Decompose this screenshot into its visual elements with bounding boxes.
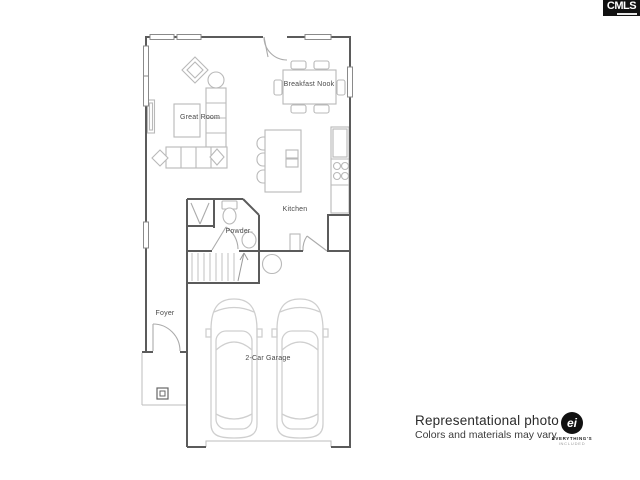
- patio-door: [264, 37, 287, 60]
- ei-text-top: EVERYTHING'S: [551, 436, 593, 441]
- great-room-furniture: [148, 57, 228, 168]
- cmls-logo-subbar: [617, 13, 637, 15]
- everythings-included-logo: [549, 412, 595, 446]
- kitchen-island: [265, 130, 301, 192]
- cars: [206, 299, 328, 438]
- car-left: [206, 299, 262, 438]
- kitchen-counter: [331, 127, 349, 213]
- label-kitchen: Kitchen: [282, 206, 308, 213]
- garage-entry-door: [303, 236, 327, 251]
- window: [150, 35, 174, 40]
- window: [348, 67, 353, 97]
- water-heater: [263, 255, 282, 274]
- porch: [142, 353, 331, 447]
- label-breakfast-nook: Breakfast Nook: [283, 81, 335, 88]
- front-door: [153, 324, 180, 351]
- cmls-logo: [603, 0, 640, 16]
- closet-doors: [191, 203, 209, 224]
- window: [144, 222, 149, 248]
- window: [144, 76, 149, 106]
- label-foyer: Foyer: [155, 310, 175, 317]
- round-chair: [208, 72, 224, 88]
- furniture-layer: [148, 57, 350, 274]
- ei-text-bottom: INCLUDED: [558, 441, 586, 446]
- accent-table: [182, 57, 208, 83]
- window: [144, 46, 149, 76]
- garage-door: [206, 441, 331, 447]
- disclaimer-line1: Representational photo: [415, 413, 560, 428]
- car-right: [272, 299, 328, 438]
- walls-mud-nook: [327, 215, 350, 251]
- stair-direction-arrow: [238, 253, 248, 281]
- cmls-logo-text: CMLS: [606, 0, 637, 12]
- window: [177, 35, 201, 40]
- toilet-bowl: [223, 208, 236, 224]
- porch-post: [157, 388, 168, 399]
- staircase: [192, 253, 248, 281]
- label-powder: Powder: [225, 228, 251, 235]
- ei-circle-icon: ei: [561, 412, 583, 434]
- disclaimer-line2: Colors and materials may vary: [415, 429, 557, 441]
- window: [305, 35, 331, 40]
- disclaimer: [415, 413, 559, 442]
- label-garage: 2-Car Garage: [245, 355, 291, 362]
- label-great-room: Great Room: [179, 114, 221, 121]
- entry-bench: [290, 234, 300, 251]
